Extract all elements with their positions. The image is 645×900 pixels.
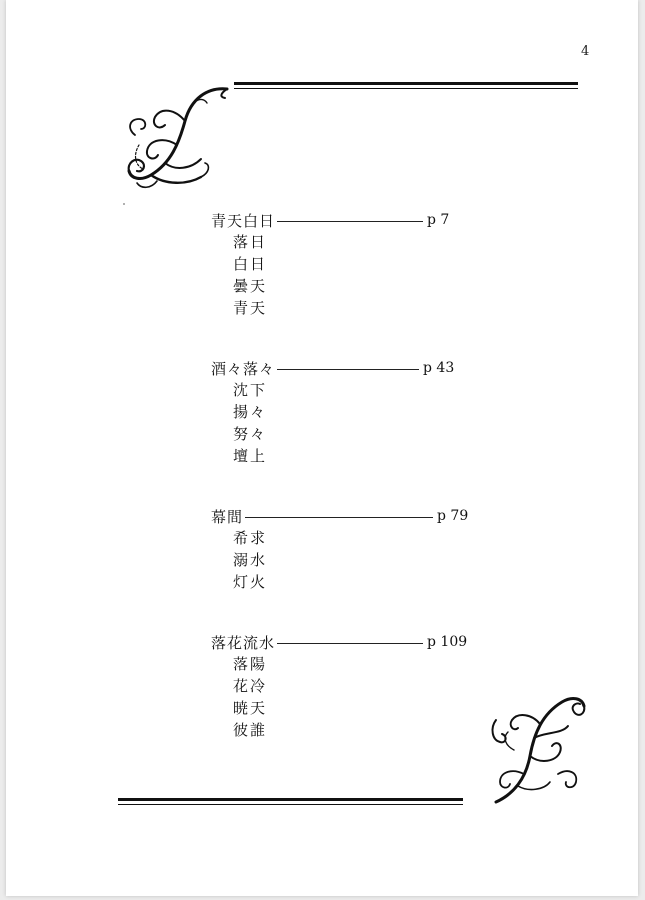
chapter-title: 青天白日 (211, 211, 276, 230)
book-page (6, 0, 638, 896)
top-rule-thin (234, 88, 578, 89)
page-number: 4 (581, 44, 590, 59)
speck (123, 203, 125, 205)
subchapter-title[interactable]: 希求 (233, 529, 268, 547)
toc-section (211, 209, 511, 319)
subchapter-title[interactable]: 落日 (233, 233, 268, 251)
flourish-ornament-icon (488, 690, 588, 805)
leader-line (277, 369, 419, 370)
bottom-rule-thin (118, 804, 463, 805)
leader-line (277, 643, 423, 644)
leader-line (245, 517, 433, 518)
flourish-ornament-icon (121, 85, 239, 195)
toc-entry[interactable] (211, 209, 511, 231)
subchapter-title[interactable]: 暁天 (233, 699, 268, 717)
chapter-title: 酒々落々 (211, 359, 276, 378)
toc-section (211, 505, 511, 593)
subchapter-title[interactable]: 溺水 (233, 551, 268, 569)
toc-entry[interactable] (211, 357, 511, 379)
subchapter-title[interactable]: 壇上 (233, 447, 268, 465)
page-reference: p 43 (423, 360, 455, 376)
subchapter-title[interactable]: 白日 (233, 255, 268, 273)
subchapter-title[interactable]: 彼誰 (233, 721, 268, 739)
page-reference: p 79 (437, 508, 469, 524)
top-rule (234, 82, 578, 85)
chapter-title: 落花流水 (211, 633, 276, 652)
page-reference: p 7 (427, 212, 450, 228)
table-of-contents (211, 209, 511, 779)
subchapter-title[interactable]: 揚々 (233, 403, 268, 421)
subchapter-title[interactable]: 灯火 (233, 573, 268, 591)
bottom-rule (118, 798, 463, 801)
subchapter-title[interactable]: 努々 (233, 425, 268, 443)
toc-entry[interactable] (211, 631, 511, 653)
subchapter-title[interactable]: 青天 (233, 299, 268, 317)
toc-section (211, 631, 511, 741)
toc-entry[interactable] (211, 505, 511, 527)
leader-line (277, 221, 423, 222)
chapter-title: 幕間 (211, 507, 244, 526)
page-reference: p 109 (427, 634, 468, 650)
subchapter-title[interactable]: 沈下 (233, 381, 268, 399)
subchapter-title[interactable]: 落陽 (233, 655, 268, 673)
subchapter-title[interactable]: 曇天 (233, 277, 268, 295)
subchapter-title[interactable]: 花冷 (233, 677, 268, 695)
toc-section (211, 357, 511, 467)
